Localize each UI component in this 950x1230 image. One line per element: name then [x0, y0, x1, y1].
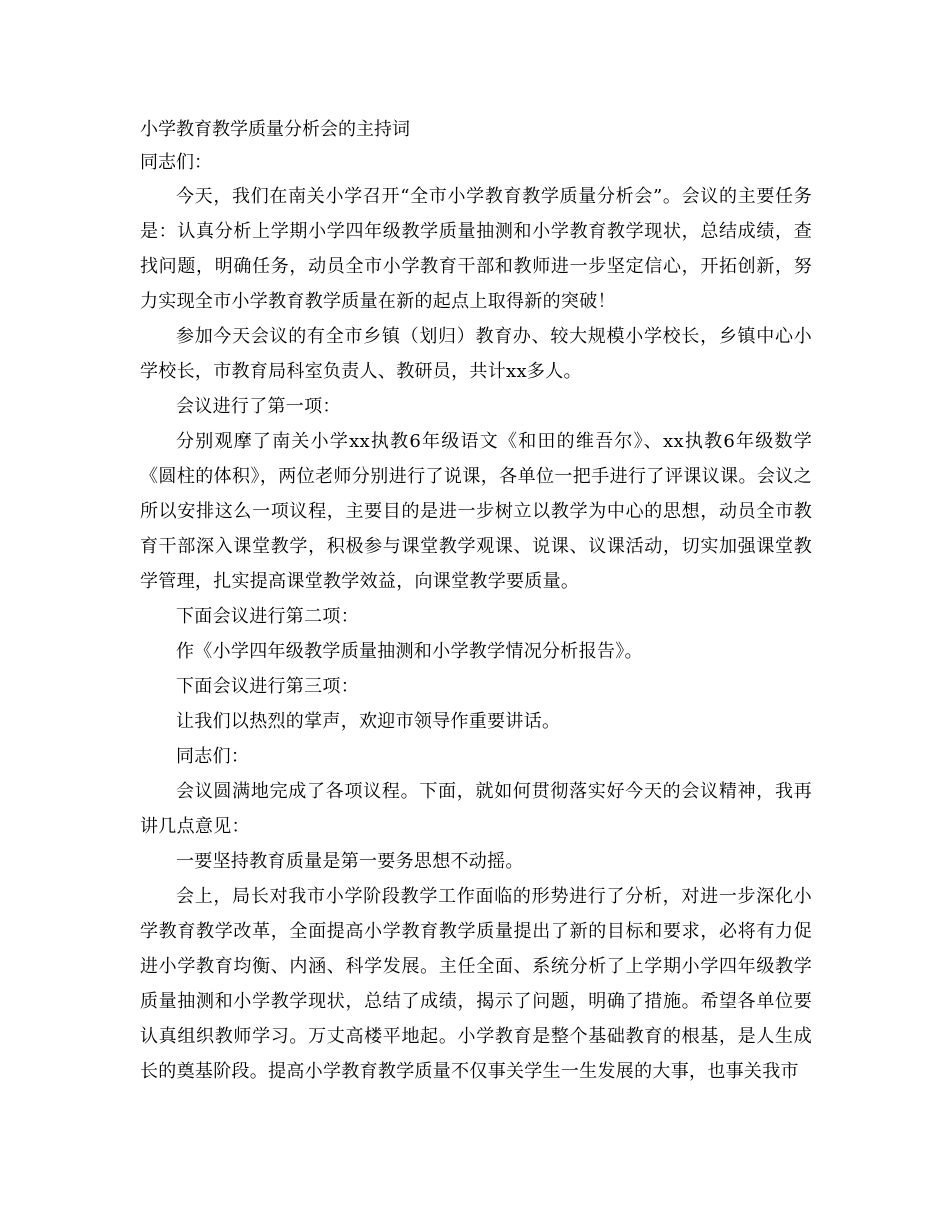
- document-title: 小学教育教学质量分析会的主持词: [140, 119, 410, 140]
- paragraph-item-one-body: 分别观摩了南关小学xx执教6年级语文《和田的维吾尔》、xx执教6年级数学《圆柱的体积》，两位老师分别进行了说课，各单位一把手进行了评课议课。会议之所以安排这么一项议程，主要目的是进一步树立以教学为中心的思想，动员全市教育干部深入课堂教学，积极参与课堂教学观课、说课、议课活动，切实加强课堂教学管理，扎实提高课堂教学效益，向课堂教学要质量。: [140, 431, 812, 592]
- paragraph-item-three-body: 让我们以热烈的掌声，欢迎市领导作重要讲话。: [176, 711, 561, 732]
- paragraph-attendees: 参加今天会议的有全市乡镇（划归）教育办、较大规模小学校长，乡镇中心小学校长，市教育局科室负责人、教研员，共计xx多人。: [140, 326, 812, 382]
- paragraph-item-two-heading: 下面会议进行第二项：: [176, 606, 359, 627]
- paragraph-point-one: 一要坚持教育质量是第一要务思想不动摇。: [176, 851, 524, 872]
- paragraph-point-one-body: 会上，局长对我市小学阶段教学工作面临的形势进行了分析，对进一步深化小学教育教学改革，全面提高小学教育教学质量提出了新的目标和要求，必将有力促进小学教育均衡、内涵、科学发展。主任全面、系统分析了上学期小学四年级教学质量抽测和小学教学现状，总结了成绩，揭示了问题，明确了措施。希望各单位要认真组织教师学习。万丈高楼平地起。小学教育是整个基础教育的根基，是人生成长的奠基阶段。提高小学教育教学质量不仅事关学生一生发展的大事，也事关我市: [140, 886, 812, 1082]
- paragraph-item-two-body: 作《小学四年级教学质量抽测和小学教学情况分析报告》。: [176, 641, 643, 662]
- salutation: 同志们：: [140, 152, 212, 173]
- paragraph-salutation-two: 同志们：: [176, 746, 250, 767]
- paragraph-item-one-heading: 会议进行了第一项：: [176, 396, 341, 417]
- paragraph-opening: 今天，我们在南关小学召开“全市小学教育教学质量分析会”。会议的主要任务是：认真分析上学期小学四年级教学质量抽测和小学教育教学现状，总结成绩，查找问题，明确任务，动员全市小学教育干部和教师进一步坚定信心，开拓创新，努力实现全市小学教育教学质量在新的起点上取得新的突破！: [140, 186, 812, 312]
- document-page: [140, 113, 812, 1089]
- paragraph-closing-intro: 会议圆满地完成了各项议程。下面，就如何贯彻落实好今天的会议精神，我再讲几点意见：: [140, 781, 812, 837]
- paragraph-item-three-heading: 下面会议进行第三项：: [176, 676, 359, 697]
